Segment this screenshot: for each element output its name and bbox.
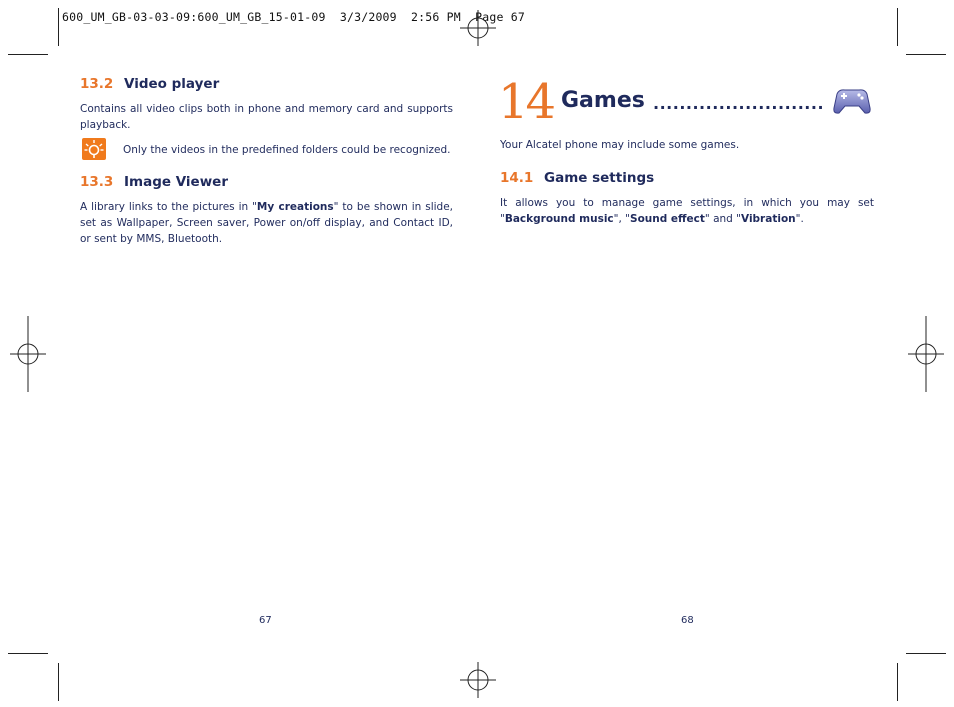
text-run: " to be shown in slide, set as Wallpaper, Screen saver, Power on/off display, and Contact ID, or sent by MMS, Bluetooth. [80, 201, 453, 245]
note-text: Only the videos in the predefined folders could be recognized. [123, 144, 451, 156]
bold-term: Sound effect [630, 213, 705, 225]
chapter-dot-leader: .......................... [653, 94, 825, 113]
games-intro: Your Alcatel phone may include some games. [500, 139, 740, 151]
section-title: Image Viewer [124, 174, 228, 190]
text-run: " and " [704, 213, 741, 225]
bold-term: Background music [504, 213, 614, 225]
section-number: 13.2 [80, 76, 114, 92]
page-number-left: 67 [259, 615, 272, 626]
registration-mark-right [906, 316, 946, 392]
lightbulb-icon [82, 138, 106, 160]
bold-term: Vibration [741, 213, 796, 225]
text-run: It allows you to manage game settings, in which you may set " [500, 197, 874, 225]
registration-mark-left [8, 316, 48, 392]
section-title: Video player [124, 76, 220, 92]
bold-term: My creations [256, 201, 334, 213]
section-heading-14-1 [500, 170, 654, 186]
registration-mark-bottom [458, 660, 498, 700]
section-heading-13-2 [80, 76, 219, 92]
registration-mark-top [458, 8, 498, 48]
game-settings-text [500, 195, 874, 227]
section-number: 13.3 [80, 174, 114, 190]
gamepad-icon [833, 86, 871, 116]
page-number-right: 68 [681, 615, 694, 626]
chapter-title: Games [561, 88, 645, 113]
image-viewer-text [80, 199, 453, 247]
text-run: A library links to the pictures in " [80, 201, 257, 213]
print-slug: 600_UM_GB-03-03-09:600_UM_GB_15-01-09 3/3/2009 2:56 PM Page 67 [62, 10, 526, 24]
section-title: Game settings [544, 170, 655, 186]
text-run: ", " [613, 213, 631, 225]
text-run: ". [795, 213, 804, 225]
section-number: 14.1 [500, 170, 534, 186]
chapter-number: 14 [498, 74, 554, 130]
section-heading-13-3 [80, 174, 228, 190]
video-player-text: Contains all video clips both in phone and memory card and supports playback. [80, 103, 453, 131]
